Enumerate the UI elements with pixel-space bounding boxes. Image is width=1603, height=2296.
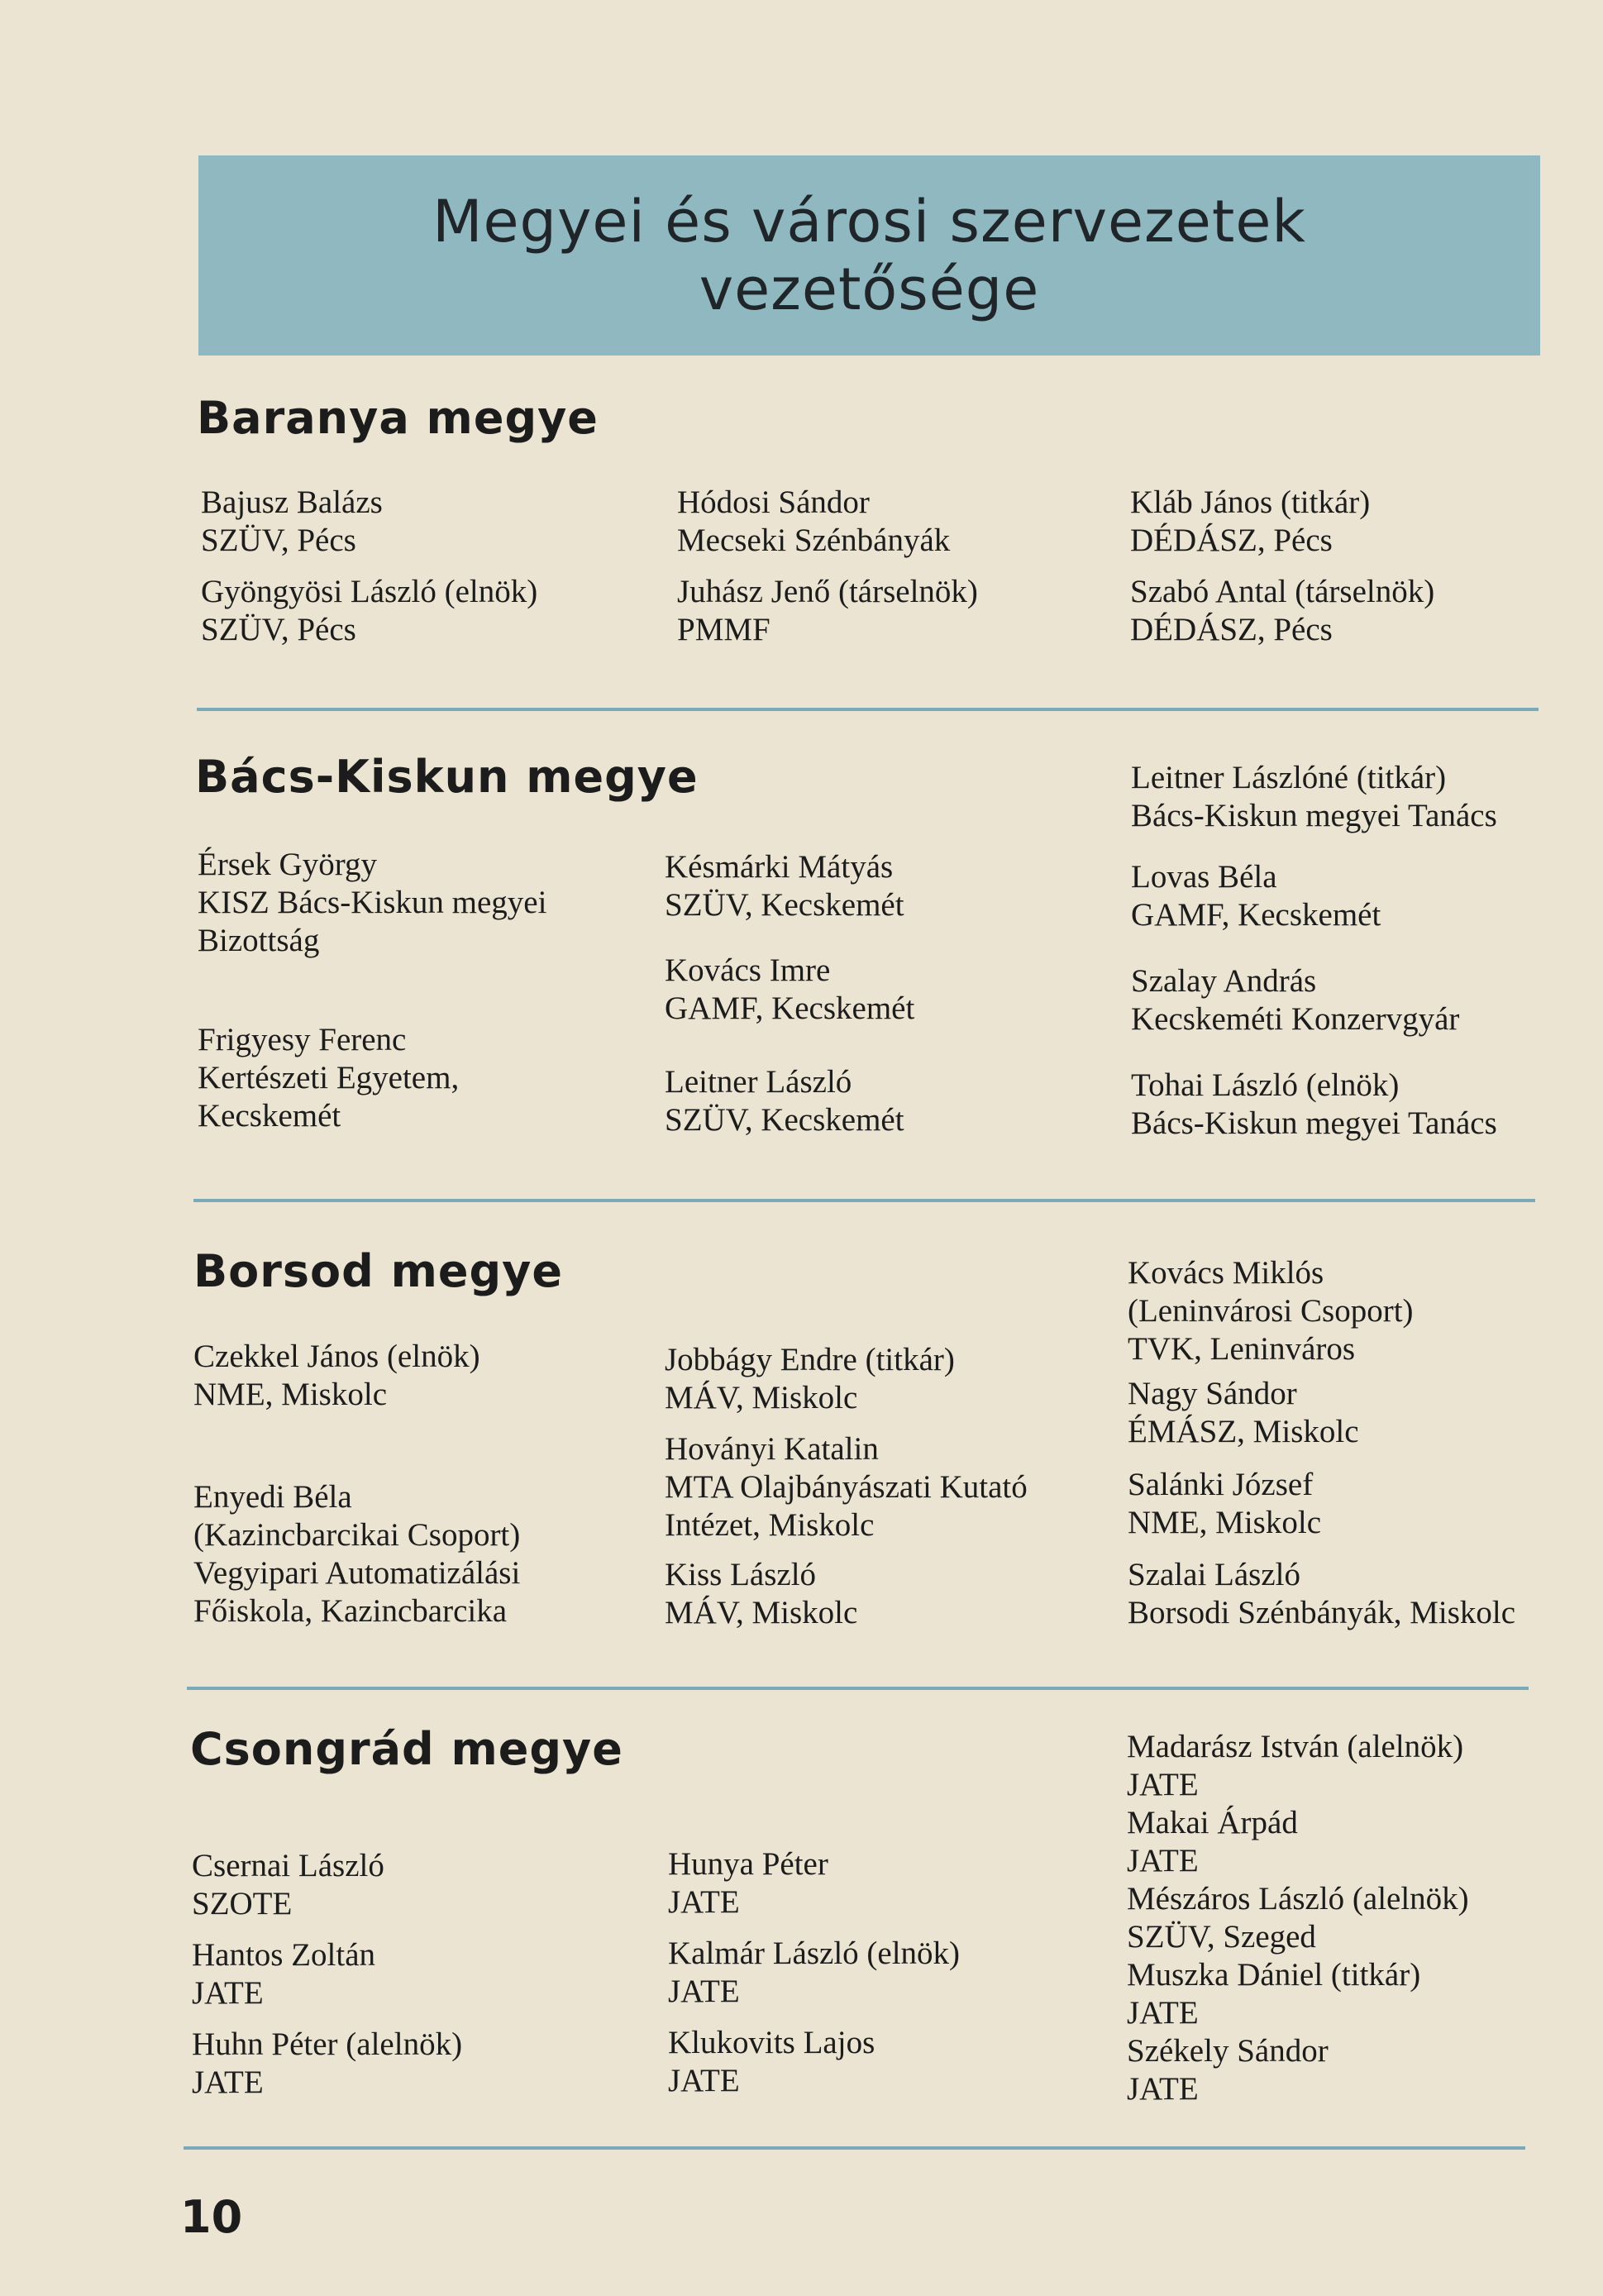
section-heading-borsod: Borsod megye [193, 1245, 563, 1297]
list-item [1127, 1880, 1469, 1956]
list-item [668, 1845, 828, 1921]
person-name: Leitner László [665, 1064, 852, 1100]
list-item [665, 1430, 1028, 1544]
list-item [665, 952, 914, 1028]
person-org: ÉMÁSZ, Miskolc [1128, 1414, 1359, 1449]
person-name: Hoványi Katalin [665, 1431, 879, 1467]
list-item [1131, 858, 1381, 934]
person-name: Székely Sándor [1127, 2033, 1329, 2069]
list-item [192, 1847, 384, 1923]
section-heading-csongrad: Csongrád megye [190, 1723, 623, 1775]
person-name: Leitner Lászlóné (titkár) [1131, 760, 1447, 795]
person-org: JATE [1127, 1767, 1199, 1802]
person-org: DÉDÁSZ, Pécs [1130, 523, 1333, 558]
person-name: Frigyesy Ferenc [198, 1022, 407, 1057]
person-org: Kecskeméti Konzervgyár [1131, 1001, 1460, 1037]
person-org: Főiskola, Kazincbarcika [193, 1593, 508, 1629]
person-org: SZÜV, Pécs [201, 612, 356, 647]
person-org: PMMF [677, 612, 770, 647]
person-name: Szalay András [1131, 963, 1317, 999]
person-name: Kovács Miklós [1128, 1255, 1324, 1291]
list-item [198, 846, 546, 960]
person-name: Klukovits Lajos [668, 2025, 875, 2060]
section-heading-bacs-kiskun: Bács-Kiskun megye [195, 751, 699, 803]
page-title-line1: Megyei és városi szervezetek [432, 188, 1306, 255]
person-org: Kecskemét [198, 1098, 341, 1134]
person-org: NME, Miskolc [193, 1377, 387, 1412]
person-name: Salánki József [1128, 1467, 1314, 1502]
person-name: Mészáros László (alelnök) [1127, 1881, 1469, 1917]
person-name: Szalai László [1128, 1557, 1300, 1592]
person-name: Gyöngyösi László (elnök) [201, 574, 538, 609]
person-name: Nagy Sándor [1128, 1376, 1297, 1411]
section-divider [193, 1199, 1535, 1202]
section-divider [184, 2146, 1525, 2150]
list-item [192, 1936, 375, 2012]
person-org: Borsodi Szénbányák, Miskolc [1128, 1595, 1516, 1630]
person-org: GAMF, Kecskemét [665, 990, 915, 1026]
section-divider [187, 1687, 1529, 1690]
list-item [1128, 1375, 1359, 1451]
list-item [677, 573, 978, 649]
person-org: MTA Olajbányászati Kutató [665, 1469, 1028, 1505]
person-org: JATE [1127, 1843, 1199, 1878]
list-item [1130, 573, 1434, 649]
person-org: SZÜV, Pécs [201, 523, 356, 558]
person-org: JATE [1127, 2071, 1199, 2107]
section-divider [197, 708, 1539, 711]
person-name: Kovács Imre [665, 952, 831, 988]
person-org: Vegyipari Automatizálási [193, 1555, 521, 1591]
person-name: Késmárki Mátyás [665, 849, 894, 885]
list-item [665, 1063, 904, 1139]
section-heading-baranya: Baranya megye [197, 392, 599, 444]
person-org: (Kazincbarcikai Csoport) [193, 1517, 521, 1553]
page-number: 10 [180, 2191, 243, 2243]
person-name: Jobbágy Endre (titkár) [665, 1342, 955, 1377]
person-name: Szabó Antal (társelnök) [1130, 574, 1435, 609]
person-name: Huhn Péter (alelnök) [192, 2026, 463, 2062]
person-org: SZÜV, Szeged [1127, 1919, 1316, 1955]
person-name: Érsek György [198, 847, 377, 882]
list-item [1130, 484, 1370, 560]
person-name: Madarász István (alelnök) [1127, 1729, 1464, 1764]
list-item [1127, 1956, 1420, 2032]
list-item [1131, 1067, 1497, 1143]
list-item [665, 1341, 955, 1417]
person-org: JATE [192, 2064, 264, 2100]
person-org: SZOTE [192, 1886, 293, 1921]
person-org: JATE [668, 1884, 740, 1920]
person-name: Juhász Jenő (társelnök) [677, 574, 978, 609]
person-name: Csernai László [192, 1848, 384, 1883]
list-item [665, 1556, 857, 1632]
person-org: SZÜV, Kecskemét [665, 1102, 904, 1138]
person-org: SZÜV, Kecskemét [665, 887, 904, 923]
list-item [193, 1478, 520, 1630]
title-banner [198, 155, 1540, 356]
list-item [1128, 1254, 1414, 1368]
list-item [1127, 1804, 1298, 1880]
list-item [1127, 1728, 1463, 1804]
list-item [1128, 1556, 1515, 1632]
list-item [1127, 2032, 1329, 2108]
person-org: Intézet, Miskolc [665, 1507, 875, 1543]
person-name: Hódosi Sándor [677, 484, 870, 520]
person-org: Mecseki Szénbányák [677, 523, 951, 558]
person-org: Bács-Kiskun megyei Tanács [1131, 798, 1497, 833]
list-item [668, 1935, 960, 2011]
person-org: JATE [192, 1975, 264, 2011]
person-org: Bács-Kiskun megyei Tanács [1131, 1105, 1497, 1141]
person-org: NME, Miskolc [1128, 1505, 1321, 1540]
person-org: MÁV, Miskolc [665, 1595, 858, 1630]
list-item [201, 573, 537, 649]
person-name: Bajusz Balázs [201, 484, 383, 520]
person-name: Tohai László (elnök) [1131, 1067, 1400, 1103]
person-org: JATE [668, 2063, 740, 2098]
person-name: Makai Árpád [1127, 1805, 1298, 1840]
person-org: GAMF, Kecskemét [1131, 897, 1381, 933]
person-name: Kalmár László (elnök) [668, 1936, 961, 1971]
list-item [665, 848, 904, 924]
person-org: MÁV, Miskolc [665, 1380, 858, 1415]
person-org: (Leninvárosi Csoport) [1128, 1293, 1414, 1329]
person-name: Hunya Péter [668, 1846, 828, 1882]
person-org: DÉDÁSZ, Pécs [1130, 612, 1333, 647]
list-item [201, 484, 383, 560]
person-org: JATE [668, 1974, 740, 2009]
list-item [198, 1021, 459, 1135]
person-org: TVK, Leninváros [1128, 1331, 1356, 1367]
person-name: Lovas Béla [1131, 859, 1277, 895]
list-item [192, 2026, 462, 2102]
person-org: KISZ Bács-Kiskun megyei [198, 885, 547, 920]
person-name: Kláb János (titkár) [1130, 484, 1371, 520]
person-name: Kiss László [665, 1557, 817, 1592]
person-name: Czekkel János (elnök) [193, 1339, 480, 1374]
person-name: Enyedi Béla [193, 1479, 352, 1515]
list-item [668, 2024, 875, 2100]
person-name: Muszka Dániel (titkár) [1127, 1957, 1421, 1993]
list-item [1128, 1466, 1321, 1542]
list-item [1131, 759, 1497, 835]
page-title-line2: vezetősége [699, 255, 1040, 323]
person-org: JATE [1127, 1995, 1199, 2031]
person-org: Bizottság [198, 923, 320, 958]
list-item [1131, 962, 1459, 1038]
list-item [677, 484, 950, 560]
list-item [193, 1338, 480, 1414]
person-org: Kertészeti Egyetem, [198, 1060, 460, 1095]
person-name: Hantos Zoltán [192, 1937, 376, 1973]
